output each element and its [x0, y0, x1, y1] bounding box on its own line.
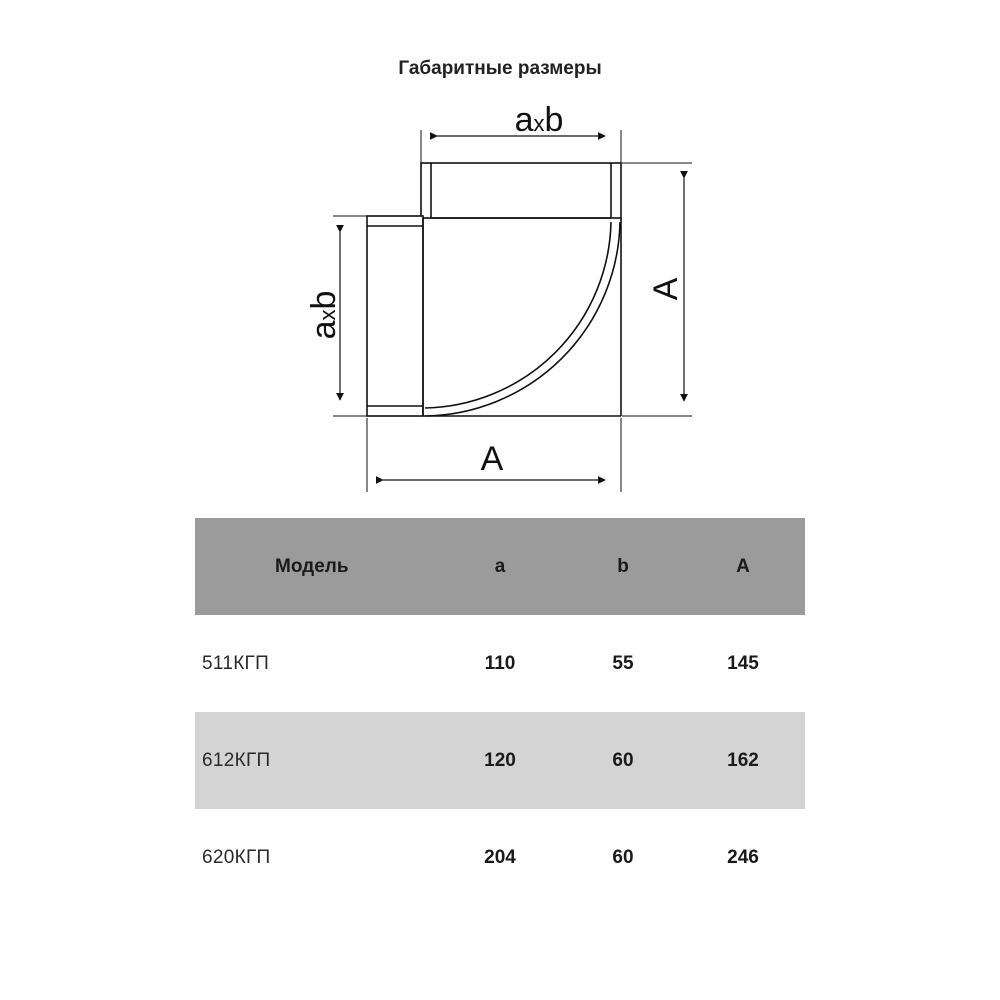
right-dimension-label: A [647, 277, 685, 301]
bottom-dimension-label: A [480, 440, 504, 478]
a-cell: 120 [484, 749, 516, 771]
table-row [195, 712, 805, 809]
left-flange [367, 216, 423, 416]
column-header-b: b [617, 555, 629, 577]
A-cell: 246 [727, 846, 759, 868]
b-cell: 55 [612, 652, 634, 674]
A-cell: 145 [727, 652, 759, 674]
b-cell: 60 [612, 749, 634, 771]
page-title: Габаритные размеры [398, 58, 602, 79]
dimensions-table [195, 518, 805, 906]
column-header-A: A [736, 555, 750, 577]
A-cell: 162 [727, 749, 759, 771]
b-cell: 60 [612, 846, 634, 868]
elbow-body [423, 218, 621, 416]
top-flange [421, 163, 621, 218]
model-cell: 612КГП [202, 749, 271, 771]
top-dimension-label: axb [514, 101, 564, 139]
model-cell: 620КГП [202, 846, 271, 868]
a-cell: 204 [484, 846, 516, 868]
table-row [195, 809, 805, 906]
table-header-row [195, 518, 805, 615]
table-row [195, 615, 805, 712]
column-header-model: Модель [275, 555, 349, 577]
a-cell: 110 [484, 652, 516, 674]
model-cell: 511КГП [202, 652, 270, 674]
column-header-a: a [494, 555, 506, 577]
left-dimension-label: axb [305, 290, 343, 340]
